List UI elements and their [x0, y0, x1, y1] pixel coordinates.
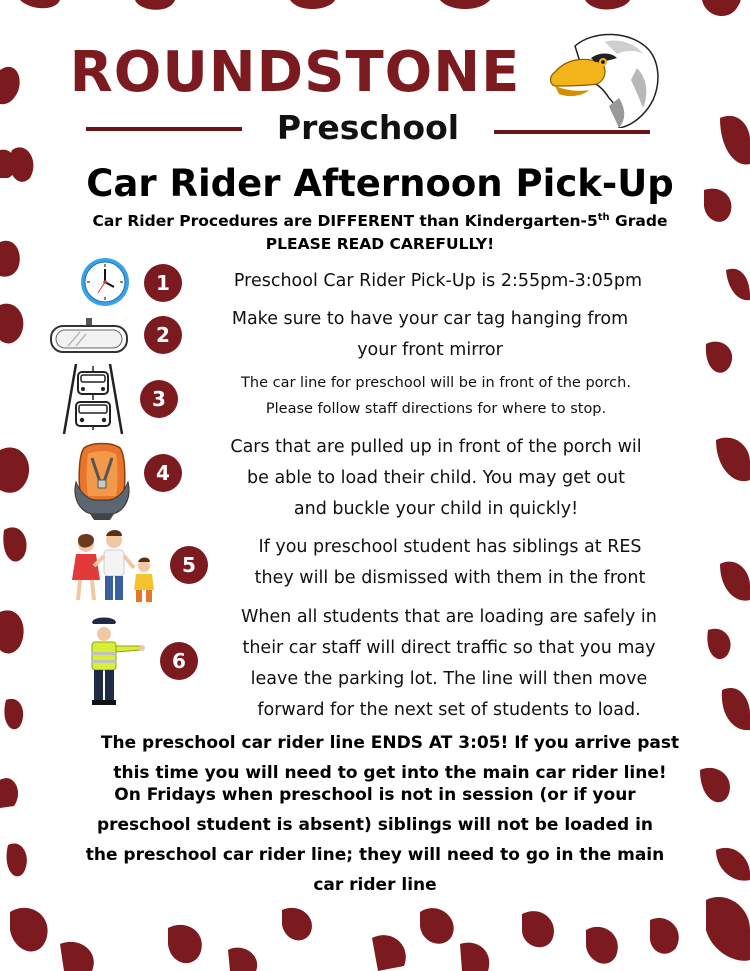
- subtitle-line-2: PLEASE READ CAREFULLY!: [265, 235, 495, 254]
- step-line: Make sure to have your car tag hanging from: [231, 309, 629, 329]
- step-text: [186, 432, 686, 525]
- step-1: [0, 256, 750, 308]
- rearview-mirror-icon: [48, 318, 130, 358]
- eagle-icon: [545, 28, 663, 128]
- step-line: Preschool Car Rider Pick-Up is 2:55pm-3:05pm: [233, 271, 643, 291]
- end-time-notice: [50, 728, 730, 788]
- friday-notice: [30, 780, 720, 900]
- step-text: [180, 304, 680, 366]
- notice-line: the preschool car rider line; they will need to go in the main: [85, 845, 665, 865]
- subtitle-text: Car Rider Procedures are DIFFERENT than Kindergarten-5: [92, 212, 598, 231]
- step-number: 1: [144, 264, 182, 302]
- step-line: The car line for preschool will be in front of the porch.: [241, 375, 631, 391]
- step-3: [0, 364, 750, 434]
- divider-right: [494, 130, 650, 134]
- step-line: leave the parking lot. The line will then move: [250, 669, 648, 689]
- step-line: Please follow staff directions for where to stop.: [265, 401, 607, 417]
- step-text: [194, 602, 704, 726]
- car-lane-icon: [62, 364, 124, 434]
- step-5: [0, 528, 750, 606]
- step-line: and buckle your child in quickly!: [293, 499, 579, 519]
- step-line: forward for the next set of students to load.: [257, 700, 641, 720]
- family-icon: [64, 528, 164, 606]
- step-text: [210, 532, 690, 594]
- step-4: [0, 432, 750, 522]
- notice-line: preschool student is absent) siblings will not be loaded in: [96, 815, 654, 835]
- step-line: be able to load their child. You may get out: [247, 468, 625, 488]
- step-line: they will be dismissed with them in the front: [254, 568, 646, 588]
- step-number: 6: [160, 642, 198, 680]
- notice-line: this time you will need to get into the main car rider line!: [113, 763, 667, 783]
- step-line: When all students that are loading are safely in: [241, 607, 657, 627]
- subtitle-text-end: Grade: [609, 212, 668, 231]
- step-text: [188, 266, 688, 297]
- step-6: [0, 600, 750, 720]
- step-line: Cars that are pulled up in front of the porch wil: [230, 437, 642, 457]
- subtitle-line-1: [40, 206, 720, 233]
- subtitle: [40, 206, 720, 256]
- clock-icon: [78, 256, 132, 308]
- car-seat-icon: [70, 442, 132, 522]
- step-line: their car staff will direct traffic so that you may: [242, 638, 656, 658]
- notice-line: The preschool car rider line ENDS AT 3:05! If you arrive past: [100, 733, 680, 753]
- step-2: [0, 304, 750, 364]
- notice-line: car rider line: [313, 875, 437, 895]
- step-line: If you preschool student has siblings at RES: [258, 537, 642, 557]
- step-number: 4: [144, 454, 182, 492]
- subtitle-superscript: th: [597, 212, 610, 223]
- notice-line: On Fridays when preschool is not in session (or if your: [114, 785, 636, 805]
- divider-left: [86, 127, 242, 131]
- step-number: 3: [140, 380, 178, 418]
- step-number: 2: [144, 316, 182, 354]
- school-name: ROUNDSTONE: [69, 40, 521, 105]
- step-text: [186, 370, 686, 422]
- step-line: your front mirror: [357, 340, 503, 360]
- program-name: Preschool: [276, 108, 460, 147]
- traffic-officer-icon: [84, 614, 146, 706]
- page-title: Car Rider Afternoon Pick-Up: [86, 162, 674, 205]
- step-number: 5: [170, 546, 208, 584]
